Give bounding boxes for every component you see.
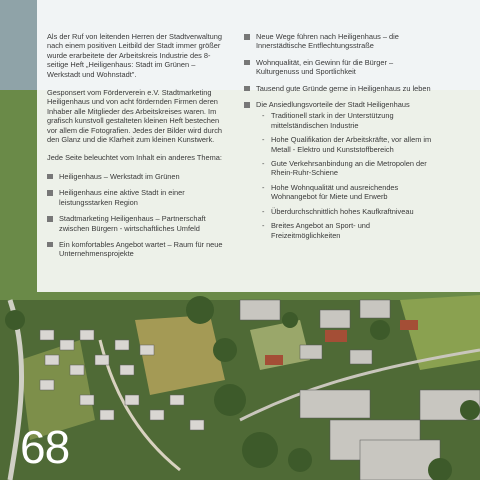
sub-list-item: - Gute Verkehrsanbindung an die Metropolen der Rhein-Ruhr-Schiene — [256, 159, 434, 178]
topic-list — [47, 172, 227, 259]
sub-list-item: - Hohe Qualifikation der Arbeitskräfte, vor allem im Metall - Elektro und Kunststoffbereich — [256, 135, 434, 154]
list-item-advantages — [244, 100, 434, 240]
sponsor-paragraph: Gesponsert vom Förderverein e.V. Stadtmarketing Heiligenhaus und von acht fördernden Firmen deren Inhaber alle Mitglieder des Arbeitskreises waren. Im grafisch kunstvoll gestalteten kleinen Heft bestechen vor allem die Fotografien. Jedes der Bilder wird durch den Glanz und die Klarheit zum kleinen Kunstwerk. — [47, 88, 222, 145]
list-item: Wohnqualität, ein Gewinn für die Bürger – Kulturgenuss und Sportlichkeit — [244, 58, 434, 77]
list-item: Tausend gute Gründe gerne in Heiligenhaus zu leben — [244, 84, 434, 93]
right-column — [244, 32, 434, 247]
topic-list-continued — [244, 32, 434, 240]
sub-list-item: - Überdurchschnittlich hohes Kaufkraftniveau — [256, 207, 434, 216]
sub-list-item: - Breites Angebot an Sport- und Freizeitmöglichkeiten — [256, 221, 434, 240]
intro-paragraph: Als der Ruf von leitenden Herren der Stadtverwaltung nach einem positiven Leitbild der Stadt immer größer wurde erarbeitete der Arbeitskreis Industrie des 8-seitige Heft „Heiligenhaus: Stadt im Grünen – Werkstadt und Wohnstadt". — [47, 32, 223, 79]
list-item: Heiligenhaus – Werkstadt im Grünen — [47, 172, 227, 181]
list-item: Heiligenhaus eine aktive Stadt in einer leistungsstarken Region — [47, 188, 227, 207]
left-column — [47, 32, 227, 266]
list-item: Neue Wege führen nach Heiligenhaus – die Innerstädtische Entflechtungsstraße — [244, 32, 434, 51]
topics-paragraph: Jede Seite beleuchtet vom Inhalt ein anderes Thema: — [47, 153, 222, 163]
sub-list-item: - Traditionell stark in der Unterstützung mittelständischen Industrie — [256, 111, 434, 130]
list-item: Stadtmarketing Heiligenhaus – Partnerschaft zwischen Bürgern - wirtschaftliches Umfeld — [47, 214, 227, 233]
advantages-heading: Die Ansiedlungsvorteile der Stadt Heiligenhaus — [256, 100, 410, 110]
sub-list-item: - Hohe Wohnqualität und ausreichendes Wohnangebot für Miete und Erwerb — [256, 183, 434, 202]
advantages-list — [256, 111, 434, 239]
page-number: 68 — [20, 421, 70, 473]
list-item: Ein komfortables Angebot wartet – Raum für neue Unternehmensprojekte — [47, 240, 227, 259]
